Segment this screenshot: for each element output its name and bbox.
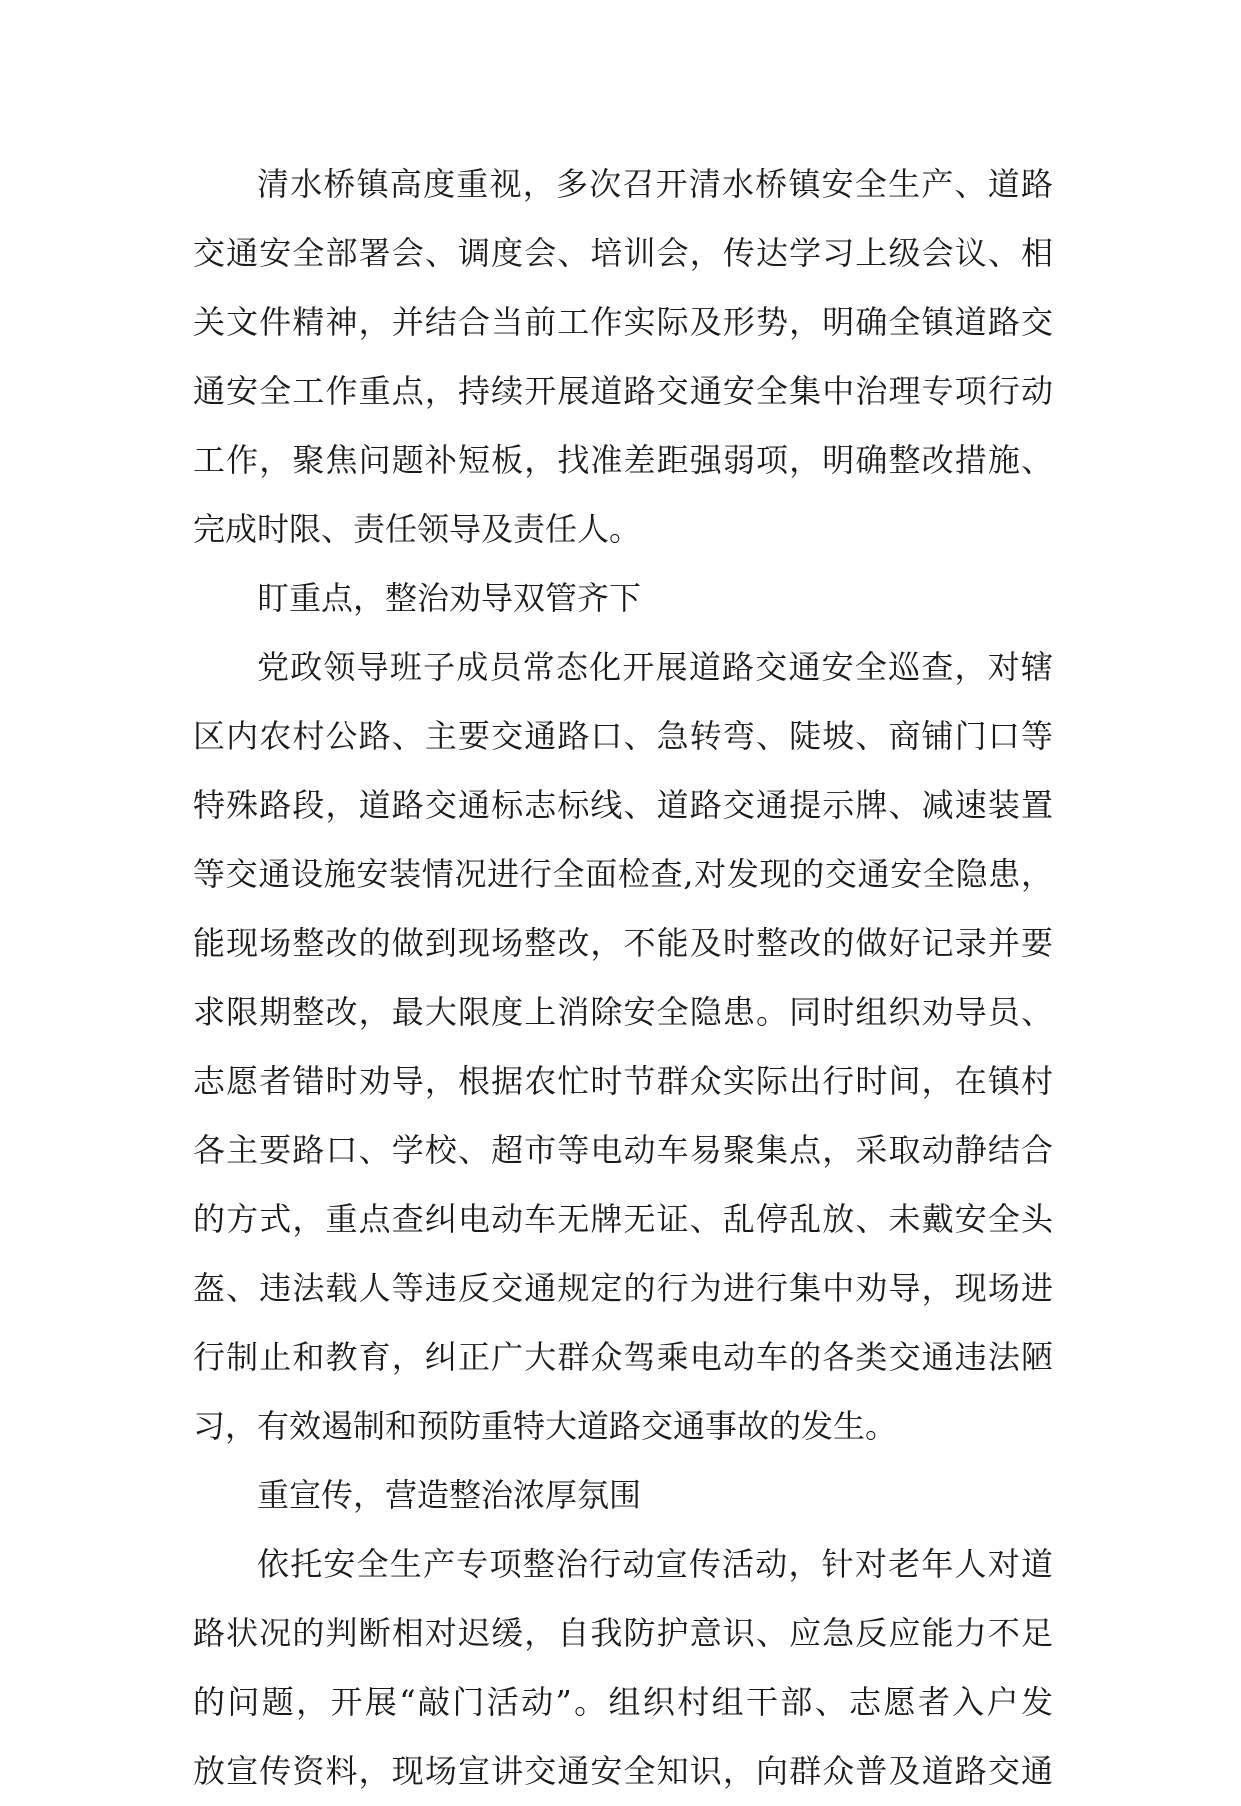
text-line: 能现场整改的做到现场整改，不能及时整改的做好记录并要 xyxy=(193,924,1053,962)
text-line: 通安全工作重点，持续开展道路交通安全集中治理专项行动 xyxy=(193,372,1053,410)
text-line: 习，有效遏制和预防重特大道路交通事故的发生。 xyxy=(193,1407,898,1445)
text-line: 的问题，开展“敲门活动”。组织村组干部、志愿者入户发 xyxy=(193,1683,1053,1721)
text-line: 志愿者错时劝导，根据农忙时节群众实际出行时间，在镇村 xyxy=(193,1062,1053,1100)
text-line: 等交通设施安装情况进行全面检查,对发现的交通安全隐患， xyxy=(193,855,1053,893)
paragraph-inspection xyxy=(193,633,1053,1461)
text-line: 区内农村公路、主要交通路口、急转弯、陡坡、商铺门口等 xyxy=(193,717,1053,755)
text-line: 交通安全部署会、调度会、培训会，传达学习上级会议、相 xyxy=(193,234,1053,272)
text-line: 的方式，重点查纠电动车无牌无证、乱停乱放、未戴安全头 xyxy=(193,1200,1053,1238)
text-line: 清水桥镇高度重视，多次召开清水桥镇安全生产、道路 xyxy=(257,165,1053,203)
text-line: 依托安全生产专项整治行动宣传活动，针对老年人对道 xyxy=(257,1545,1053,1583)
section-heading-focus xyxy=(193,564,1053,633)
text-line: 完成时限、责任领导及责任人。 xyxy=(193,510,642,548)
document-body xyxy=(193,150,1053,1806)
text-line: 盔、违法载人等违反交通规定的行为进行集中劝导，现场进 xyxy=(193,1269,1053,1307)
text-line: 党政领导班子成员常态化开展道路交通安全巡查，对辖 xyxy=(257,648,1053,686)
paragraph-publicity xyxy=(193,1530,1053,1806)
paragraph-intro xyxy=(193,150,1053,564)
text-line: 路状况的判断相对迟缓，自我防护意识、应急反应能力不足 xyxy=(193,1614,1053,1652)
text-line: 放宣传资料，现场宣讲交通安全知识，向群众普及道路交通 xyxy=(193,1752,1053,1790)
section-heading: 盯重点，整治劝导双管齐下 xyxy=(257,579,642,617)
text-line: 特殊路段，道路交通标志标线、道路交通提示牌、减速装置 xyxy=(193,786,1053,824)
section-heading-publicity xyxy=(193,1461,1053,1530)
text-line: 各主要路口、学校、超市等电动车易聚集点，采取动静结合 xyxy=(193,1131,1053,1169)
section-heading: 重宣传，营造整治浓厚氛围 xyxy=(257,1476,642,1514)
text-line: 求限期整改，最大限度上消除安全隐患。同时组织劝导员、 xyxy=(193,993,1053,1031)
text-line: 关文件精神，并结合当前工作实际及形势，明确全镇道路交 xyxy=(193,303,1053,341)
text-line: 行制止和教育，纠正广大群众驾乘电动车的各类交通违法陋 xyxy=(193,1338,1053,1376)
text-line: 工作，聚焦问题补短板，找准差距强弱项，明确整改措施、 xyxy=(193,441,1053,479)
